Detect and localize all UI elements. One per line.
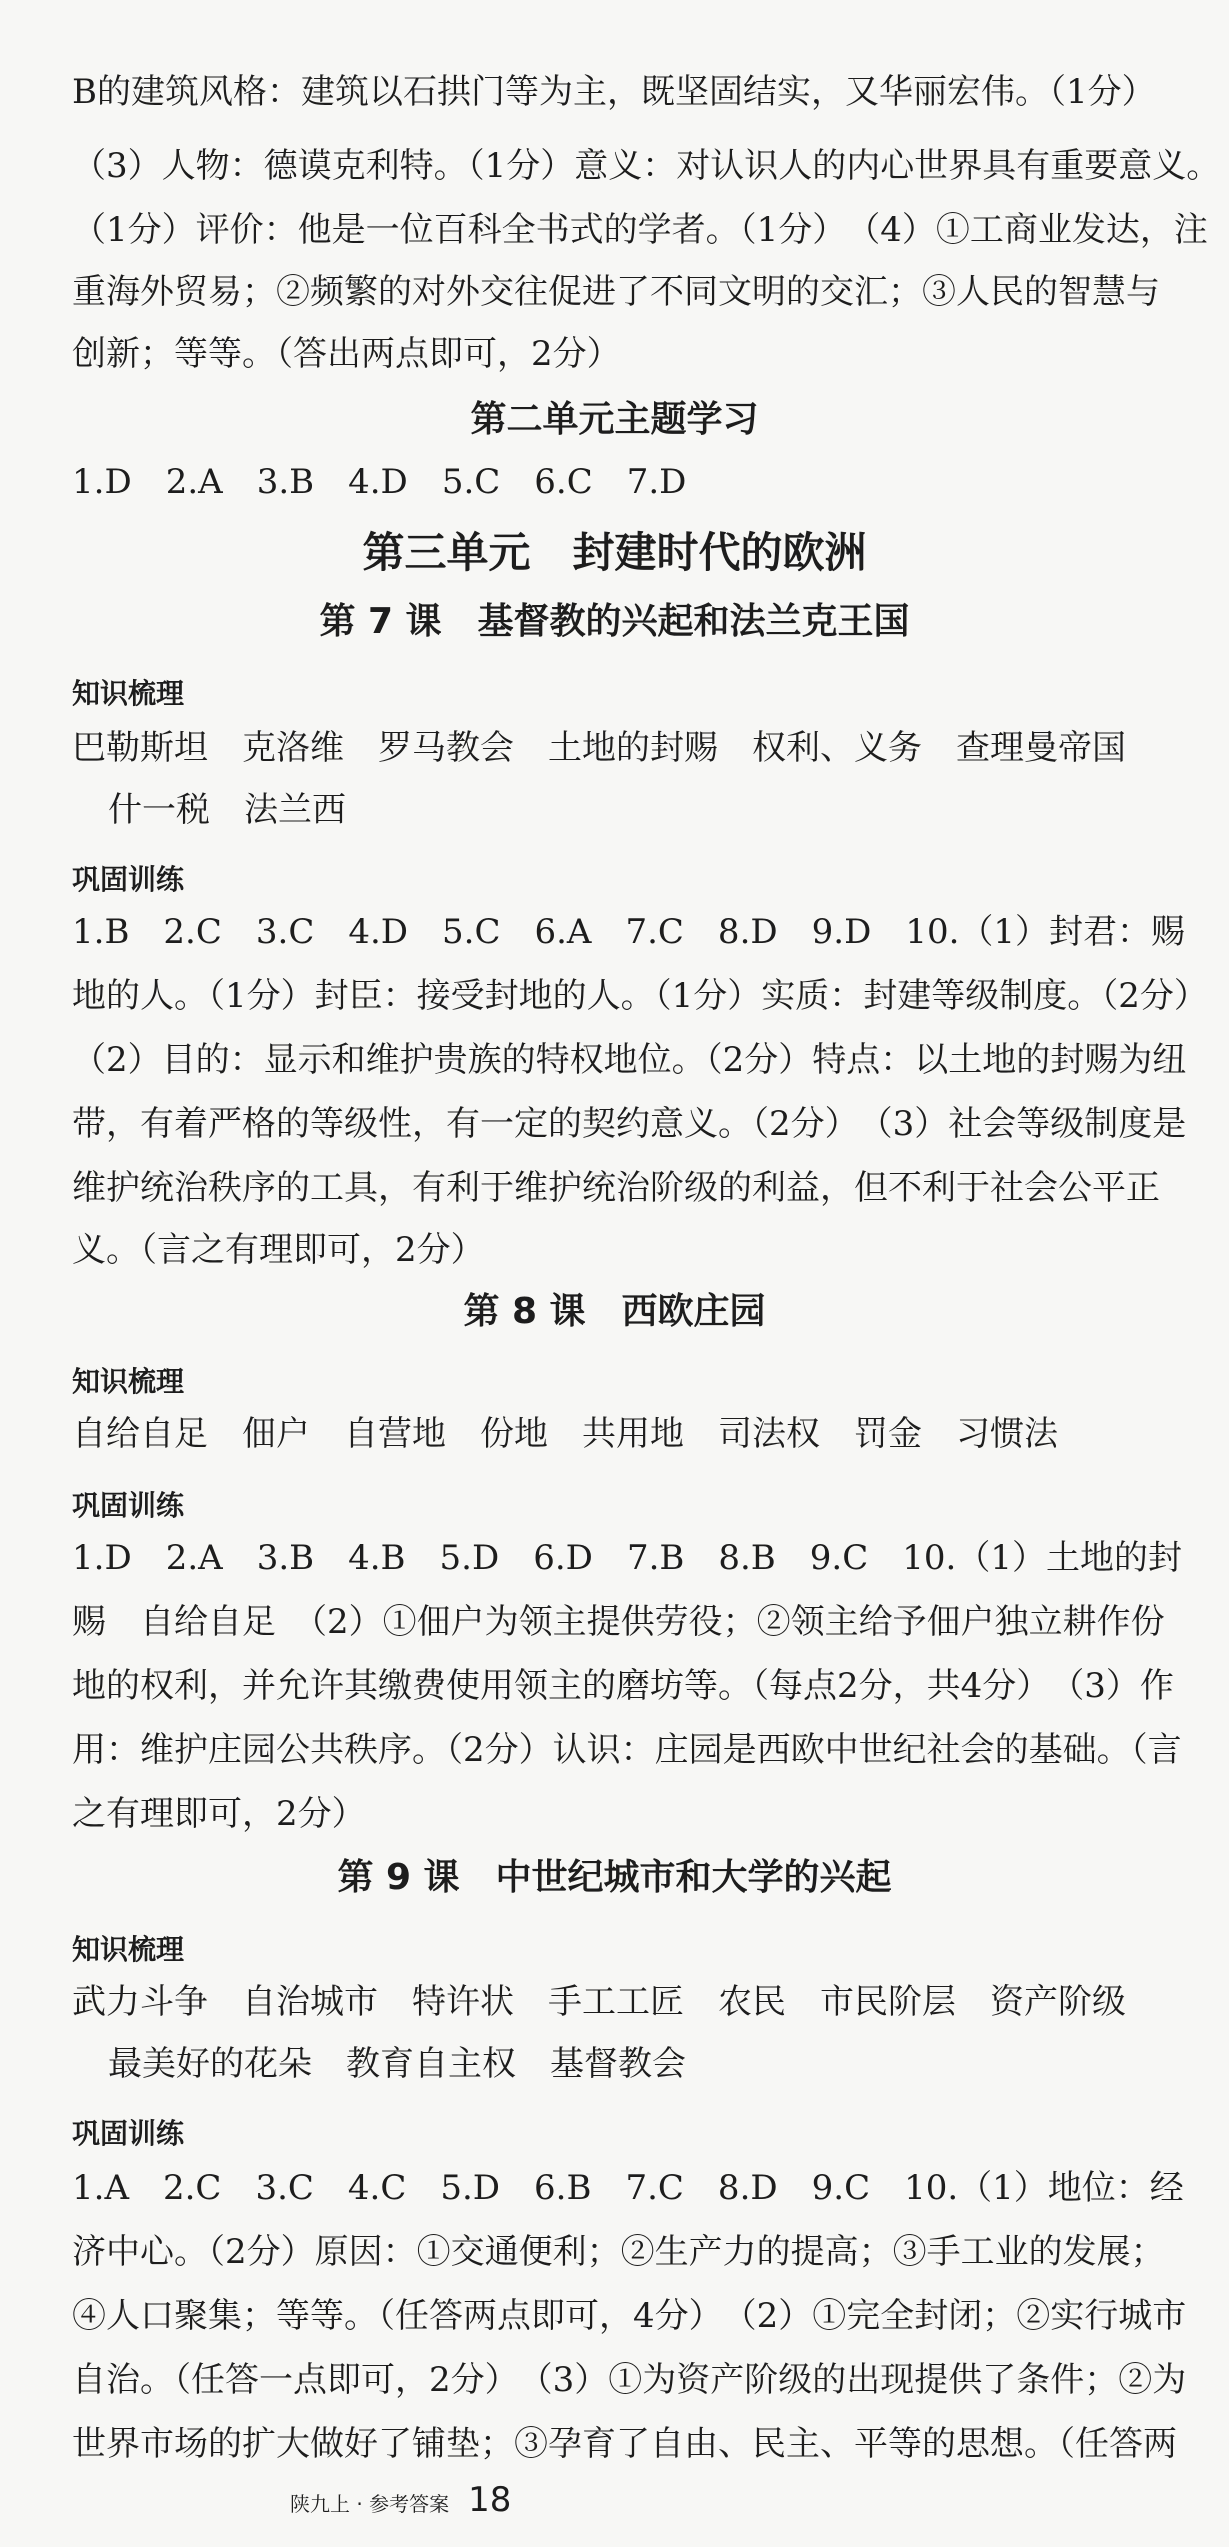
answer-line: （2）目的：显示和维护贵族的特权地位。（2分）特点：以土地的封赐为纽: [72, 1040, 1187, 1080]
answer-line: 地的权利，并允许其缴费使用领主的磨坊等。（每点2分，共4分） （3）作: [72, 1666, 1174, 1706]
answer-line: 1.B 2.C 3.C 4.D 5.C 6.A 7.C 8.D 9.D 10.（1）封君：赐: [72, 912, 1186, 952]
footer-label: 陕九上 · 参考答案: [290, 2492, 450, 2516]
text-line: B的建筑风格：建筑以石拱门等为主，既坚固结实，又华丽宏伟。（1分）: [72, 72, 1156, 112]
answer-line: 维护统治秩序的工具，有利于维护统治阶级的利益，但不利于社会公平正: [72, 1168, 1160, 1208]
knowledge-line: 武力斗争 自治城市 特许状 手工工匠 农民 市民阶层 资产阶级: [72, 1982, 1126, 2022]
lesson-9-heading: 第 9 课 中世纪城市和大学的兴起: [337, 1857, 892, 1898]
answer-line: 自治。（任答一点即可，2分） （3）①为资产阶级的出现提供了条件；②为: [72, 2360, 1187, 2400]
section-label-practice: 巩固训练: [72, 2117, 185, 2150]
section-label-knowledge: 知识梳理: [72, 677, 185, 710]
unit-2-heading: 第二单元主题学习: [470, 399, 759, 440]
answer-line: 带，有着严格的等级性，有一定的契约意义。（2分） （3）社会等级制度是: [72, 1104, 1187, 1144]
knowledge-line: 最美好的花朵 教育自主权 基督教会: [108, 2044, 686, 2084]
section-label-knowledge: 知识梳理: [72, 1365, 185, 1398]
section-label-practice: 巩固训练: [72, 1489, 185, 1522]
page-footer: [290, 2480, 511, 2520]
unit-3-heading: 第三单元 封建时代的欧洲: [362, 528, 867, 577]
answer-line: ④人口聚集；等等。（任答两点即可，4分） （2）①完全封闭；②实行城市: [72, 2296, 1187, 2336]
unit-2-answers: 1.D 2.A 3.B 4.D 5.C 6.C 7.D: [72, 462, 687, 502]
lesson-8-heading: 第 8 课 西欧庄园: [463, 1291, 766, 1332]
knowledge-line: 自给自足 佃户 自营地 份地 共用地 司法权 罚金 习惯法: [72, 1414, 1058, 1454]
page-number: 18: [468, 2480, 512, 2520]
knowledge-line: 什一税 法兰西: [108, 790, 346, 830]
lesson-7-heading: 第 7 课 基督教的兴起和法兰克王国: [319, 601, 910, 642]
answer-line: 1.D 2.A 3.B 4.B 5.D 6.D 7.B 8.B 9.C 10.（1）土地的封: [72, 1538, 1182, 1578]
answer-line: 1.A 2.C 3.C 4.C 5.D 6.B 7.C 8.D 9.C 10.（1）地位：经: [72, 2168, 1184, 2208]
text-line: （1分）评价：他是一位百科全书式的学者。（1分） （4）①工商业发达，注: [72, 210, 1208, 250]
section-label-knowledge: 知识梳理: [72, 1933, 185, 1966]
answer-line: 济中心。（2分）原因：①交通便利；②生产力的提高；③手工业的发展；: [72, 2232, 1165, 2272]
section-label-practice: 巩固训练: [72, 863, 185, 896]
answer-line: 用：维护庄园公共秩序。（2分）认识：庄园是西欧中世纪社会的基础。（言: [72, 1730, 1182, 1770]
answer-line: 世界市场的扩大做好了铺垫；③孕育了自由、民主、平等的思想。（任答两: [72, 2424, 1177, 2464]
text-line: （3）人物：德谟克利特。（1分）意义：对认识人的内心世界具有重要意义。: [72, 146, 1221, 186]
text-line: 重海外贸易；②频繁的对外交往促进了不同文明的交汇；③人民的智慧与: [72, 272, 1160, 312]
text-line: 创新；等等。（答出两点即可，2分）: [72, 334, 621, 374]
knowledge-line: 巴勒斯坦 克洛维 罗马教会 土地的封赐 权利、义务 查理曼帝国: [72, 728, 1126, 768]
answer-line: 之有理即可，2分）: [72, 1794, 366, 1834]
answer-line: 赐 自给自足 （2）①佃户为领主提供劳役；②领主给予佃户独立耕作份: [72, 1602, 1165, 1642]
answer-line: 地的人。（1分）封臣：接受封地的人。（1分）实质：封建等级制度。（2分）: [72, 976, 1208, 1016]
answer-line: 义。（言之有理即可，2分）: [72, 1230, 485, 1270]
